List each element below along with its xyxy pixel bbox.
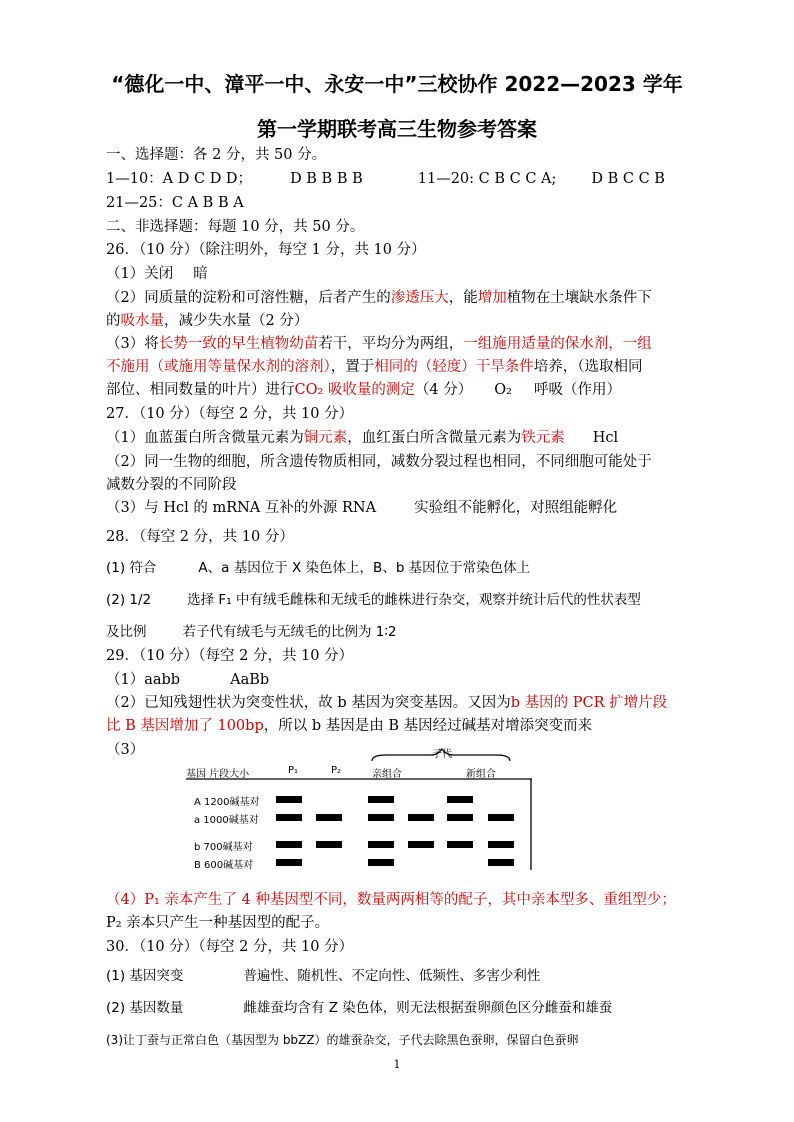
- q26-answer2-line1: （2）同质量的淀粉和可溶性糖，后者产生的渗透压大，能增加植物在土壤缺水条件下: [106, 290, 652, 306]
- q30-answer1: (1) 基因突变 普遍性、随机性、不定向性、低频性、多害少利性: [106, 968, 541, 984]
- answers-6-10: D B B B B: [290, 171, 363, 187]
- parental-combination-label: 亲组合: [372, 769, 402, 780]
- q28-heading: 28．（每空 2 分，共 10 分）: [106, 529, 294, 545]
- q28-answer2-line2: 及比例 若子代有绒毛与无绒毛的比例为 1∶2: [106, 624, 397, 640]
- q27-heading: 27．（10 分）（每空 2 分，共 10 分）: [106, 406, 354, 422]
- gel-band: [447, 796, 473, 803]
- q29-answer4-line2: P₂ 亲本只产生一种基因型的配子。: [106, 915, 330, 931]
- gel-row-label: A 1200碱基对: [194, 797, 260, 808]
- gel-electrophoresis-figure: [186, 745, 532, 875]
- q29-answer1: （1）aabb AaBb: [106, 672, 270, 688]
- gel-band: [276, 841, 302, 848]
- gel-band: [276, 796, 302, 803]
- q30-answer2: (2) 基因数量 雌雄蚕均含有 Z 染色体，则无法根据蚕卵颜色区分雌蚕和雄蚕: [106, 1000, 613, 1016]
- title-line-2: 第一学期联考高三生物参考答案: [257, 117, 537, 141]
- q29-answer3-label: （3）: [106, 742, 145, 758]
- answers-16-20: D B C C B: [591, 171, 665, 187]
- gel-band: [316, 814, 342, 821]
- gel-band: [408, 841, 434, 848]
- q30-heading: 30．（10 分）（每空 2 分，共 10 分）: [106, 939, 354, 955]
- q29-answer2-line2: 比 B 基因增加了 100bp，所以 b 基因是由 B 基因经过碱基对增添突变而来: [106, 718, 593, 734]
- gel-header-label: 基因 片段大小: [186, 769, 250, 780]
- q26-answer3-line2: 不施用（或施用等量保水剂的溶剂），置于相同的（轻度）干旱条件培养，（选取相同: [106, 359, 643, 375]
- gel-band: [488, 859, 514, 866]
- gel-band: [368, 841, 394, 848]
- q27-answer2-line2: 减数分裂的不同阶段: [106, 477, 237, 493]
- gel-row-label: b 700碱基对: [194, 842, 253, 853]
- gel-band: [488, 841, 514, 848]
- choice-answers-row1: [106, 169, 665, 189]
- gel-band: [447, 814, 473, 821]
- gel-band: [368, 814, 394, 821]
- q28-answer1: (1) 符合 A、a 基因位于 X 染色体上，B、b 基因位于常染色体上: [106, 560, 531, 576]
- answers-11-15: 11—20: C B C C A;: [417, 171, 557, 187]
- lane-label-p2: P₂: [331, 765, 342, 776]
- gel-row-label: a 1000碱基对: [194, 815, 259, 826]
- gel-band: [368, 859, 394, 866]
- gel-band: [408, 814, 434, 821]
- offspring-label: 子代: [432, 749, 452, 760]
- q26-heading: 26．（10 分）（除注明外，每空 1 分，共 10 分）: [106, 242, 426, 258]
- lane-label-p1: P₁: [288, 765, 299, 776]
- q29-heading: 29．（10 分）（每空 2 分，共 10 分）: [106, 648, 354, 664]
- gel-band: [276, 859, 302, 866]
- gel-band: [316, 841, 342, 848]
- page-number: 1: [393, 1058, 401, 1071]
- title-line-1: “德化一中、漳平一中、永安一中”三校协作 2022—2023 学年: [111, 72, 683, 96]
- q27-answer1: （1）血蓝蛋白所含微量元素为铜元素，血红蛋白所含微量元素为铁元素 Hcl: [106, 430, 619, 446]
- gel-band: [368, 796, 394, 803]
- gel-band: [488, 814, 514, 821]
- q26-answer3-line1: （3）将长势一致的早生植物幼苗若干，平均分为两组，一组施用适量的保水剂，一组: [106, 336, 652, 352]
- recombinant-label: 新组合: [466, 769, 496, 780]
- gel-band: [276, 814, 302, 821]
- q27-answer2-line1: （2）同一生物的细胞，所含遗传物质相同，减数分裂过程也相同，不同细胞可能处于: [106, 454, 652, 470]
- q27-answer3: （3）与 Hcl 的 mRNA 互补的外源 RNA 实验组不能孵化，对照组能孵化: [106, 500, 618, 516]
- q29-answer2-line1: （2）已知残翅性状为突变性状，故 b 基因为突变基因。又因为b 基因的 PCR 扩增片段: [106, 695, 668, 711]
- gel-row-label: B 600碱基对: [194, 860, 254, 871]
- q26-answer3-line3: 部位、相同数量的叶片）进行CO₂ 吸收量的测定（4 分） O₂ 呼吸（作用）: [106, 382, 621, 398]
- section2-heading: 二、非选择题：每题 10 分，共 50 分。: [106, 219, 365, 235]
- gel-bands: [276, 796, 514, 866]
- q30-answer3: (3)让丁蚕与正常白色（基因型为 bbZZ）的雄蚕杂交，子代去除黑色蚕卵，保留白色蚕卵: [106, 1033, 579, 1047]
- answers-1-5: 1—10：A D C D D；: [106, 171, 253, 187]
- q26-answer1: （1）关闭 暗: [106, 266, 208, 282]
- q28-answer2-line1: (2) 1/2 选择 F₁ 中有绒毛雌株和无绒毛的雌株进行杂交，观察并统计后代的性状表型: [106, 592, 641, 608]
- q26-answer2-line2: 的吸水量，减少失水量（2 分）: [106, 313, 309, 329]
- section1-heading: 一、选择题：各 2 分，共 50 分。: [106, 147, 327, 163]
- q29-answer4-line1: （4）P₁ 亲本产生了 4 种基因型不同，数量两两相等的配子，其中亲本型多、重组型少；: [106, 892, 676, 908]
- gel-band: [447, 841, 473, 848]
- choice-answers-row2: 21—25：C A B B A: [106, 195, 244, 211]
